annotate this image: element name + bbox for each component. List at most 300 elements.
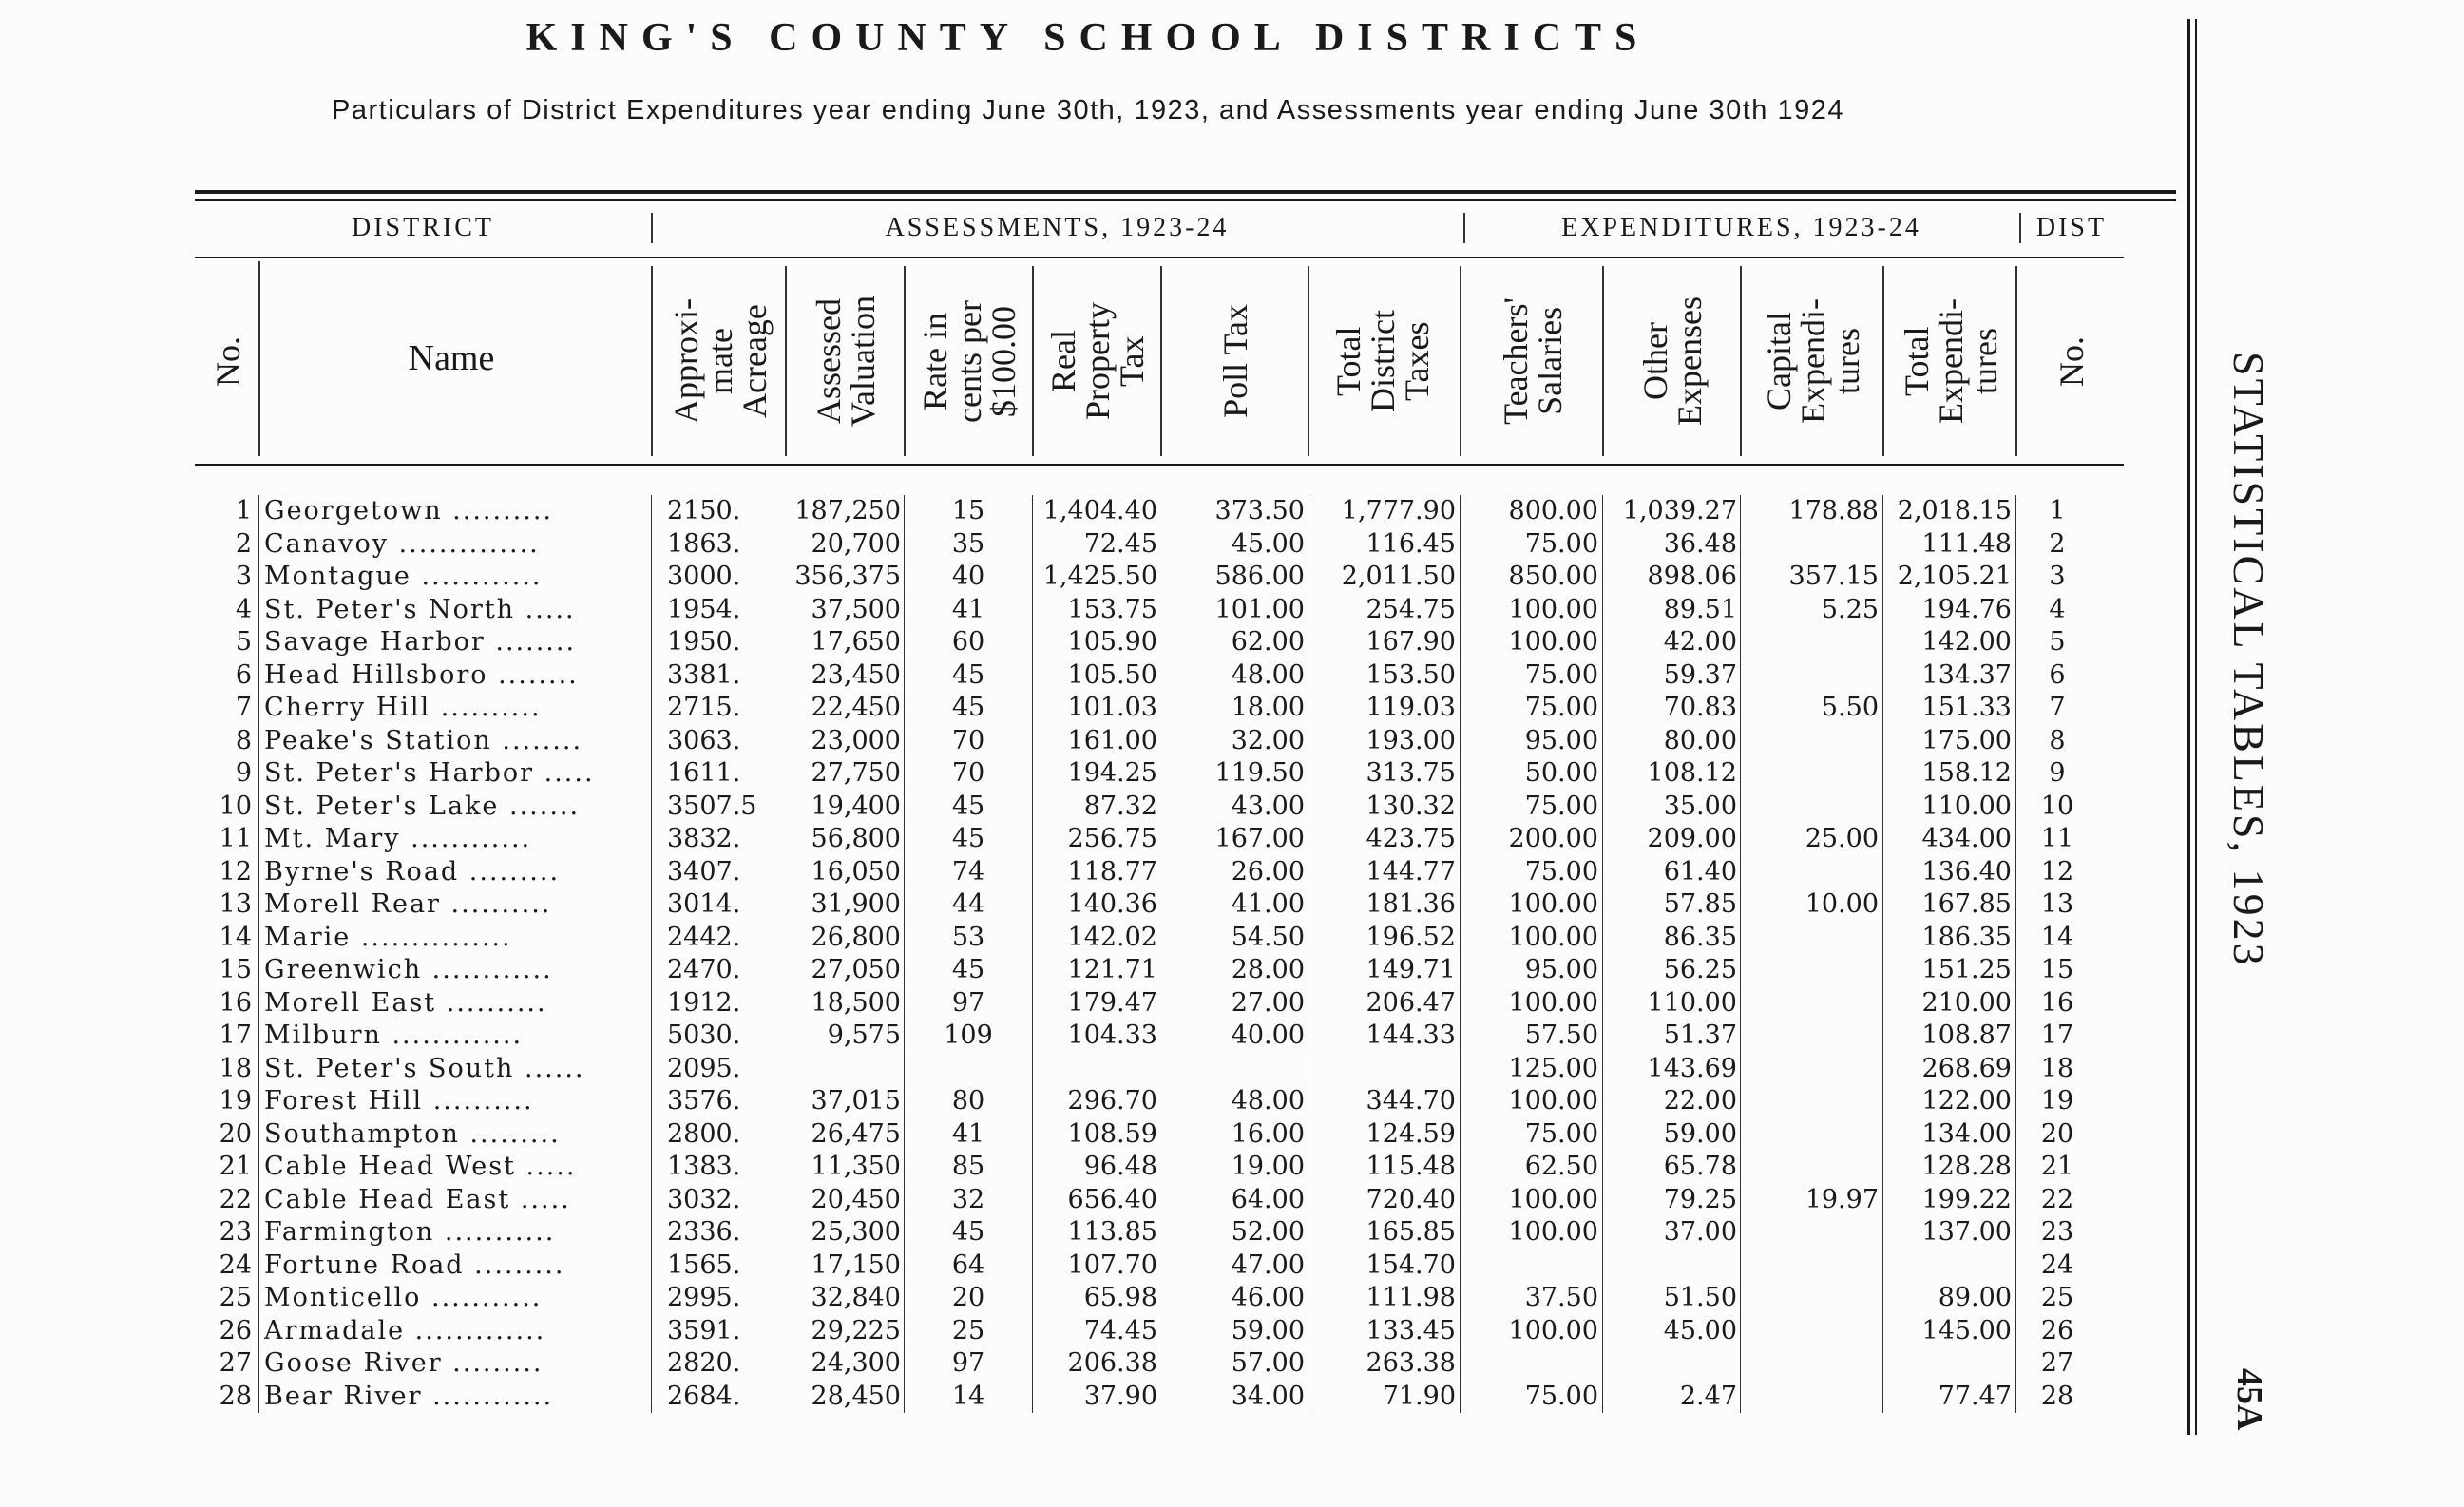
cell-total-taxes: 71.90: [1382, 1381, 1456, 1411]
cell-valuation: 27,050: [811, 955, 901, 984]
cell-total-taxes: 193.00: [1366, 725, 1456, 755]
column-header-no-right: No.: [2053, 335, 2091, 387]
cell-total-taxes: [1311, 1053, 1456, 1086]
column-header-real-tax: Real Property Tax: [1044, 302, 1151, 420]
cell-total-exp: 2,105.21: [1897, 562, 2012, 591]
cell-acreage: 1912.: [667, 987, 741, 1018]
cell-other: 1,039.27: [1622, 496, 1737, 525]
cell-real-tax: 1,404.40: [1042, 496, 1157, 525]
cell-other: [1606, 1249, 1737, 1283]
cell-real-tax: 161.00: [1067, 725, 1157, 755]
cell-name: Armadale .............: [264, 1315, 546, 1345]
cell-name: Forest Hill ..........: [264, 1086, 534, 1116]
cell-rate: 60: [951, 627, 985, 657]
cell-capital: [1744, 1347, 1879, 1381]
cell-total-taxes: 111.98: [1366, 1283, 1456, 1312]
column-header-capital: Capital Expendi- tures: [1759, 298, 1866, 424]
cell-teachers: 75.00: [1524, 659, 1598, 690]
cell-other: 80.00: [1663, 725, 1737, 755]
cell-rate: 70: [951, 758, 985, 788]
cell-total-taxes: 115.48: [1366, 1152, 1456, 1181]
table-row: [0, 725, 2091, 758]
cell-other: [1606, 1347, 1737, 1381]
cell-rate: 64: [951, 1249, 985, 1280]
cell-name: Morell Rear ..........: [264, 889, 552, 919]
cell-name: Fortune Road .........: [264, 1249, 565, 1280]
cell-capital: [1744, 1315, 1879, 1348]
cell-valuation: 9,575: [827, 1021, 901, 1050]
cell-capital: [1744, 725, 1879, 758]
table-row: [0, 528, 2091, 562]
cell-poll-tax: 101.00: [1214, 594, 1305, 624]
cell-total-exp: 122.00: [1921, 1086, 2012, 1116]
cell-acreage: 1863.: [667, 528, 741, 559]
cell-teachers: 37.50: [1524, 1283, 1598, 1312]
cell-real-tax: 206.38: [1067, 1348, 1157, 1378]
cell-capital: 5.50: [1821, 693, 1879, 722]
cell-capital: 10.00: [1805, 889, 1879, 919]
group-header-dist: DIST: [2035, 213, 2108, 242]
cell-valuation: 24,300: [811, 1348, 901, 1378]
cell-poll-tax: 43.00: [1231, 791, 1305, 821]
cell-name: Farmington ...........: [264, 1217, 556, 1247]
cell-teachers: 100.00: [1508, 987, 1598, 1018]
cell-total-exp: 268.69: [1921, 1053, 2012, 1083]
cell-acreage: 1950.: [667, 627, 741, 657]
cell-valuation: 37,015: [811, 1086, 901, 1116]
cell-teachers: 100.00: [1508, 889, 1598, 919]
cell-no2: 15: [2040, 955, 2074, 984]
cell-no: 9: [235, 758, 252, 788]
cell-no: 16: [219, 987, 252, 1018]
cell-acreage: 1383.: [667, 1152, 741, 1181]
cell-no: 1: [235, 496, 252, 525]
table-row: [0, 1282, 2091, 1315]
cell-valuation: 31,900: [811, 889, 901, 919]
column-header-acreage: Approxi- mate Acreage: [666, 298, 774, 424]
cell-acreage: 2684.: [667, 1381, 741, 1411]
cell-other: 57.85: [1663, 889, 1737, 919]
cell-total-taxes: 119.03: [1366, 693, 1456, 722]
table-row: [0, 856, 2091, 889]
cell-acreage: 3576.: [667, 1086, 741, 1116]
cell-other: 86.35: [1663, 922, 1737, 952]
cell-acreage: 2820.: [667, 1348, 741, 1378]
cell-acreage: 3407.: [667, 856, 741, 887]
body-divider: [1032, 495, 1033, 1413]
cell-rate: 35: [951, 528, 985, 559]
body-divider: [1602, 495, 1603, 1413]
cell-total-taxes: 144.33: [1366, 1021, 1456, 1050]
cell-no2: 11: [2040, 824, 2074, 853]
cell-teachers: 100.00: [1508, 627, 1598, 657]
cell-valuation: 23,450: [811, 659, 901, 690]
cell-capital: [1744, 1381, 1879, 1414]
cell-no: 15: [219, 955, 252, 984]
header-divider: [651, 266, 653, 456]
cell-teachers: 75.00: [1524, 791, 1598, 821]
table-row: [0, 561, 2091, 594]
cell-poll-tax: 48.00: [1231, 659, 1305, 690]
cell-real-tax: 105.50: [1067, 659, 1157, 690]
cell-no: 4: [235, 594, 252, 624]
cell-other: 51.50: [1663, 1283, 1737, 1312]
cell-poll-tax: 373.50: [1214, 496, 1305, 525]
cell-acreage: 3063.: [667, 725, 741, 755]
side-title: STATISTICAL TABLES, 1923: [2225, 352, 2273, 968]
cell-capital: [1744, 1085, 1879, 1118]
cell-poll-tax: 34.00: [1231, 1381, 1305, 1411]
cell-other: 70.83: [1663, 693, 1737, 722]
table-row: [0, 1151, 2091, 1184]
header-divider: [1602, 266, 1604, 456]
cell-no: 28: [219, 1381, 252, 1411]
cell-rate: 97: [951, 1348, 985, 1378]
cell-valuation: 28,450: [811, 1381, 901, 1411]
cell-no2: 17: [2040, 1021, 2074, 1050]
cell-acreage: 2150.: [667, 496, 741, 525]
cell-no: 5: [235, 627, 252, 657]
cell-name: St. Peter's North .....: [264, 594, 576, 624]
cell-capital: 19.97: [1805, 1184, 1879, 1214]
column-header-rate: Rate in cents per $100.00: [916, 299, 1022, 423]
cell-name: Canavoy ..............: [264, 528, 540, 559]
cell-name: Milburn .............: [264, 1021, 524, 1050]
cell-no2: 6: [2049, 659, 2066, 690]
column-header-total-exp: Total Expendi- tures: [1897, 298, 2004, 424]
cell-total-taxes: 165.85: [1366, 1217, 1456, 1247]
cell-real-tax: 256.75: [1067, 824, 1157, 853]
cell-total-exp: 110.00: [1921, 791, 2012, 821]
cell-rate: 97: [951, 987, 985, 1018]
cell-other: 79.25: [1663, 1184, 1737, 1214]
cell-teachers: 100.00: [1508, 1217, 1598, 1247]
cell-other: 65.78: [1663, 1152, 1737, 1181]
cell-other: 209.00: [1647, 824, 1737, 853]
cell-total-exp: 151.25: [1921, 955, 2012, 984]
cell-rate: 41: [951, 594, 985, 624]
cell-valuation: 20,450: [811, 1184, 901, 1214]
cell-other: 2.47: [1679, 1381, 1737, 1411]
cell-capital: [1744, 1216, 1879, 1249]
table-row: [0, 987, 2091, 1021]
cell-teachers: 850.00: [1508, 562, 1598, 591]
cell-real-tax: 108.59: [1067, 1118, 1157, 1149]
table-row: [0, 888, 2091, 922]
cell-valuation: 356,375: [794, 562, 901, 591]
header-divider: [904, 266, 906, 456]
cell-no: 8: [235, 725, 252, 755]
body-divider: [1460, 495, 1461, 1413]
cell-poll-tax: [1164, 1053, 1305, 1086]
cell-acreage: 3000.: [667, 562, 741, 591]
group-divider: [651, 213, 653, 243]
cell-rate: 85: [951, 1152, 985, 1181]
cell-real-tax: 74.45: [1083, 1315, 1157, 1345]
cell-poll-tax: 57.00: [1231, 1348, 1305, 1378]
cell-name: Goose River .........: [264, 1348, 544, 1378]
cell-capital: [1744, 659, 1879, 693]
cell-name: Bear River ............: [264, 1381, 554, 1411]
cell-total-exp: 136.40: [1921, 856, 2012, 887]
cell-teachers: 62.50: [1524, 1152, 1598, 1181]
cell-total-taxes: 167.90: [1366, 627, 1456, 657]
cell-acreage: 1954.: [667, 594, 741, 624]
cell-no: 10: [219, 791, 252, 821]
cell-poll-tax: 45.00: [1231, 528, 1305, 559]
cell-valuation: 29,225: [811, 1315, 901, 1345]
cell-acreage: 2442.: [667, 922, 741, 952]
cell-rate: 15: [951, 496, 985, 525]
cell-real-tax: 121.71: [1067, 955, 1157, 984]
table-row: [0, 1020, 2091, 1053]
cell-total-exp: [1886, 1249, 2012, 1283]
cell-total-exp: 128.28: [1921, 1152, 2012, 1181]
cell-other: 42.00: [1663, 627, 1737, 657]
cell-name: St. Peter's Harbor .....: [264, 758, 595, 788]
cell-no: 14: [219, 922, 252, 952]
cell-no2: 27: [2040, 1348, 2074, 1378]
cell-no2: 23: [2040, 1217, 2074, 1247]
table-top-rule: [195, 190, 2176, 194]
cell-total-taxes: 124.59: [1366, 1118, 1456, 1149]
cell-name: Greenwich ............: [264, 955, 553, 984]
cell-poll-tax: 167.00: [1214, 824, 1305, 853]
body-divider: [258, 495, 259, 1413]
table-row: [0, 757, 2091, 791]
table-row: [0, 1381, 2091, 1414]
cell-no2: 4: [2049, 594, 2066, 624]
cell-no2: 20: [2040, 1118, 2074, 1149]
cell-poll-tax: 119.50: [1214, 758, 1305, 788]
cell-no2: 12: [2040, 856, 2074, 887]
cell-total-taxes: 116.45: [1366, 528, 1456, 559]
cell-poll-tax: 40.00: [1231, 1021, 1305, 1050]
column-header-teachers: Teachers' Salaries: [1496, 297, 1569, 425]
cell-no: 21: [219, 1152, 252, 1181]
cell-no: 12: [219, 856, 252, 887]
cell-valuation: 23,000: [811, 725, 901, 755]
cell-total-taxes: 206.47: [1366, 987, 1456, 1018]
cell-no2: 9: [2049, 758, 2066, 788]
cell-capital: [1744, 954, 1879, 987]
cell-no2: 14: [2040, 922, 2074, 952]
column-header-no: No.: [209, 335, 247, 387]
cell-acreage: 2715.: [667, 693, 741, 722]
cell-total-exp: 142.00: [1921, 627, 2012, 657]
cell-capital: [1744, 791, 1879, 824]
column-header-valuation: Assessed Valuation: [810, 296, 882, 427]
cell-valuation: 187,250: [794, 496, 901, 525]
cell-no: 13: [219, 889, 252, 919]
page-title: KING'S COUNTY SCHOOL DISTRICTS: [525, 16, 1651, 60]
cell-valuation: 27,750: [811, 758, 901, 788]
cell-valuation: 22,450: [811, 693, 901, 722]
cell-capital: [1744, 528, 1879, 562]
cell-total-exp: 77.47: [1938, 1381, 2012, 1411]
cell-real-tax: 87.32: [1083, 791, 1157, 821]
cell-real-tax: 142.02: [1067, 922, 1157, 952]
cell-capital: [1744, 626, 1879, 659]
cell-name: Byrne's Road .........: [264, 856, 561, 887]
cell-acreage: 2336.: [667, 1217, 741, 1247]
cell-valuation: 17,650: [811, 627, 901, 657]
cell-total-exp: 89.00: [1938, 1283, 2012, 1312]
cell-valuation: [789, 1053, 901, 1086]
cell-real-tax: 101.03: [1067, 693, 1157, 722]
cell-valuation: 16,050: [811, 856, 901, 887]
table-row: [0, 954, 2091, 987]
group-divider: [1463, 213, 1465, 243]
cell-acreage: 3014.: [667, 889, 741, 919]
cell-real-tax: [1036, 1053, 1157, 1086]
page-number: 45A: [2229, 1368, 2269, 1431]
cell-poll-tax: 46.00: [1231, 1283, 1305, 1312]
cell-no: 27: [219, 1348, 252, 1378]
cell-total-exp: 108.87: [1921, 1021, 2012, 1050]
cell-acreage: 3591.: [667, 1315, 741, 1345]
cell-name: Savage Harbor ........: [264, 627, 577, 657]
cell-capital: [1744, 856, 1879, 889]
cell-acreage: 3032.: [667, 1184, 741, 1214]
cell-no2: 7: [2049, 693, 2066, 722]
cell-total-exp: 175.00: [1921, 725, 2012, 755]
cell-capital: [1744, 922, 1879, 955]
cell-no: 22: [219, 1184, 252, 1214]
cell-acreage: 3381.: [667, 659, 741, 690]
cell-teachers: 75.00: [1524, 693, 1598, 722]
group-divider: [2019, 213, 2021, 243]
cell-capital: 25.00: [1805, 824, 1879, 853]
cell-total-taxes: 720.40: [1366, 1184, 1456, 1214]
cell-other: 35.00: [1663, 791, 1737, 821]
cell-total-taxes: 344.70: [1366, 1086, 1456, 1116]
cell-acreage: 2800.: [667, 1118, 741, 1149]
table-row: [0, 823, 2091, 856]
cell-rate: 45: [951, 791, 985, 821]
table-row: [0, 1216, 2091, 1249]
cell-no: 7: [235, 693, 252, 722]
cell-rate: [907, 1053, 1029, 1086]
cell-total-exp: 145.00: [1921, 1315, 2012, 1345]
cell-real-tax: 656.40: [1067, 1184, 1157, 1214]
table-row: [0, 1085, 2091, 1118]
cell-poll-tax: 32.00: [1231, 725, 1305, 755]
header-divider: [1740, 266, 1742, 456]
cell-no2: 5: [2049, 627, 2066, 657]
cell-name: St. Peter's Lake .......: [264, 791, 581, 821]
header-divider: [1032, 266, 1034, 456]
cell-name: Mt. Mary ............: [264, 824, 532, 853]
cell-poll-tax: 64.00: [1231, 1184, 1305, 1214]
cell-name: Southampton .........: [264, 1118, 561, 1149]
cell-valuation: 19,400: [811, 791, 901, 821]
header-divider: [1308, 266, 1309, 456]
cell-teachers: 50.00: [1524, 758, 1598, 788]
cell-name: Morell East ..........: [264, 987, 547, 1018]
cell-rate: 14: [951, 1381, 985, 1411]
cell-teachers: 100.00: [1508, 1184, 1598, 1214]
body-divider: [1882, 495, 1883, 1413]
cell-real-tax: 65.98: [1083, 1283, 1157, 1312]
cell-capital: [1744, 1249, 1879, 1283]
header-divider: [2015, 266, 2017, 456]
table-row: [0, 594, 2091, 627]
cell-valuation: 11,350: [811, 1152, 901, 1181]
cell-other: 898.06: [1647, 562, 1737, 591]
cell-real-tax: 118.77: [1067, 856, 1157, 887]
cell-no: 18: [219, 1053, 252, 1083]
cell-poll-tax: 586.00: [1214, 562, 1305, 591]
cell-total-taxes: 144.77: [1366, 856, 1456, 887]
cell-teachers: 100.00: [1508, 922, 1598, 952]
cell-no2: 10: [2040, 791, 2074, 821]
table-row: [0, 626, 2091, 659]
cell-real-tax: 140.36: [1067, 889, 1157, 919]
cell-capital: 357.15: [1788, 562, 1879, 591]
cell-total-exp: 134.37: [1921, 659, 2012, 690]
cell-poll-tax: 47.00: [1231, 1249, 1305, 1280]
cell-no: 19: [219, 1086, 252, 1116]
group-header-district: DISTRICT: [352, 213, 494, 242]
group-header-rule: [195, 257, 2124, 258]
cell-rate: 70: [951, 725, 985, 755]
cell-capital: [1744, 757, 1879, 791]
cell-teachers: 100.00: [1508, 1086, 1598, 1116]
cell-poll-tax: 62.00: [1231, 627, 1305, 657]
cell-poll-tax: 26.00: [1231, 856, 1305, 887]
cell-total-exp: 134.00: [1921, 1118, 2012, 1149]
cell-real-tax: 179.47: [1067, 987, 1157, 1018]
cell-no2: 19: [2040, 1086, 2074, 1116]
cell-other: 89.51: [1663, 594, 1737, 624]
group-header-assessments: ASSESSMENTS, 1923-24: [885, 213, 1230, 242]
cell-other: 51.37: [1663, 1021, 1737, 1050]
cell-no: 17: [219, 1021, 252, 1050]
cell-no2: 28: [2040, 1381, 2074, 1411]
body-divider: [904, 495, 905, 1413]
cell-real-tax: 37.90: [1083, 1381, 1157, 1411]
cell-no2: 1: [2049, 496, 2066, 525]
cell-teachers: 100.00: [1508, 594, 1598, 624]
header-divider: [1882, 266, 1884, 456]
cell-name: Cable Head West .....: [264, 1152, 577, 1181]
cell-teachers: 95.00: [1524, 955, 1598, 984]
cell-teachers: 75.00: [1524, 528, 1598, 559]
table-row: [0, 1347, 2091, 1381]
cell-other: 61.40: [1663, 856, 1737, 887]
cell-valuation: 32,840: [811, 1283, 901, 1312]
cell-valuation: 20,700: [811, 528, 901, 559]
column-header-name: Name: [408, 338, 495, 378]
cell-rate: 25: [951, 1315, 985, 1345]
cell-poll-tax: 54.50: [1231, 922, 1305, 952]
table-row: [0, 922, 2091, 955]
cell-total-taxes: 154.70: [1366, 1249, 1456, 1280]
cell-valuation: 18,500: [811, 987, 901, 1018]
cell-poll-tax: 41.00: [1231, 889, 1305, 919]
cell-no2: 13: [2040, 889, 2074, 919]
cell-name: Georgetown ..........: [264, 496, 553, 525]
cell-name: Cherry Hill ..........: [264, 693, 542, 722]
body-divider: [2015, 495, 2016, 1413]
cell-poll-tax: 52.00: [1231, 1217, 1305, 1247]
table-row: [0, 791, 2091, 824]
cell-no2: 8: [2049, 725, 2066, 755]
cell-no: 25: [219, 1283, 252, 1312]
cell-valuation: 25,300: [811, 1217, 901, 1247]
cell-teachers: [1463, 1249, 1598, 1283]
